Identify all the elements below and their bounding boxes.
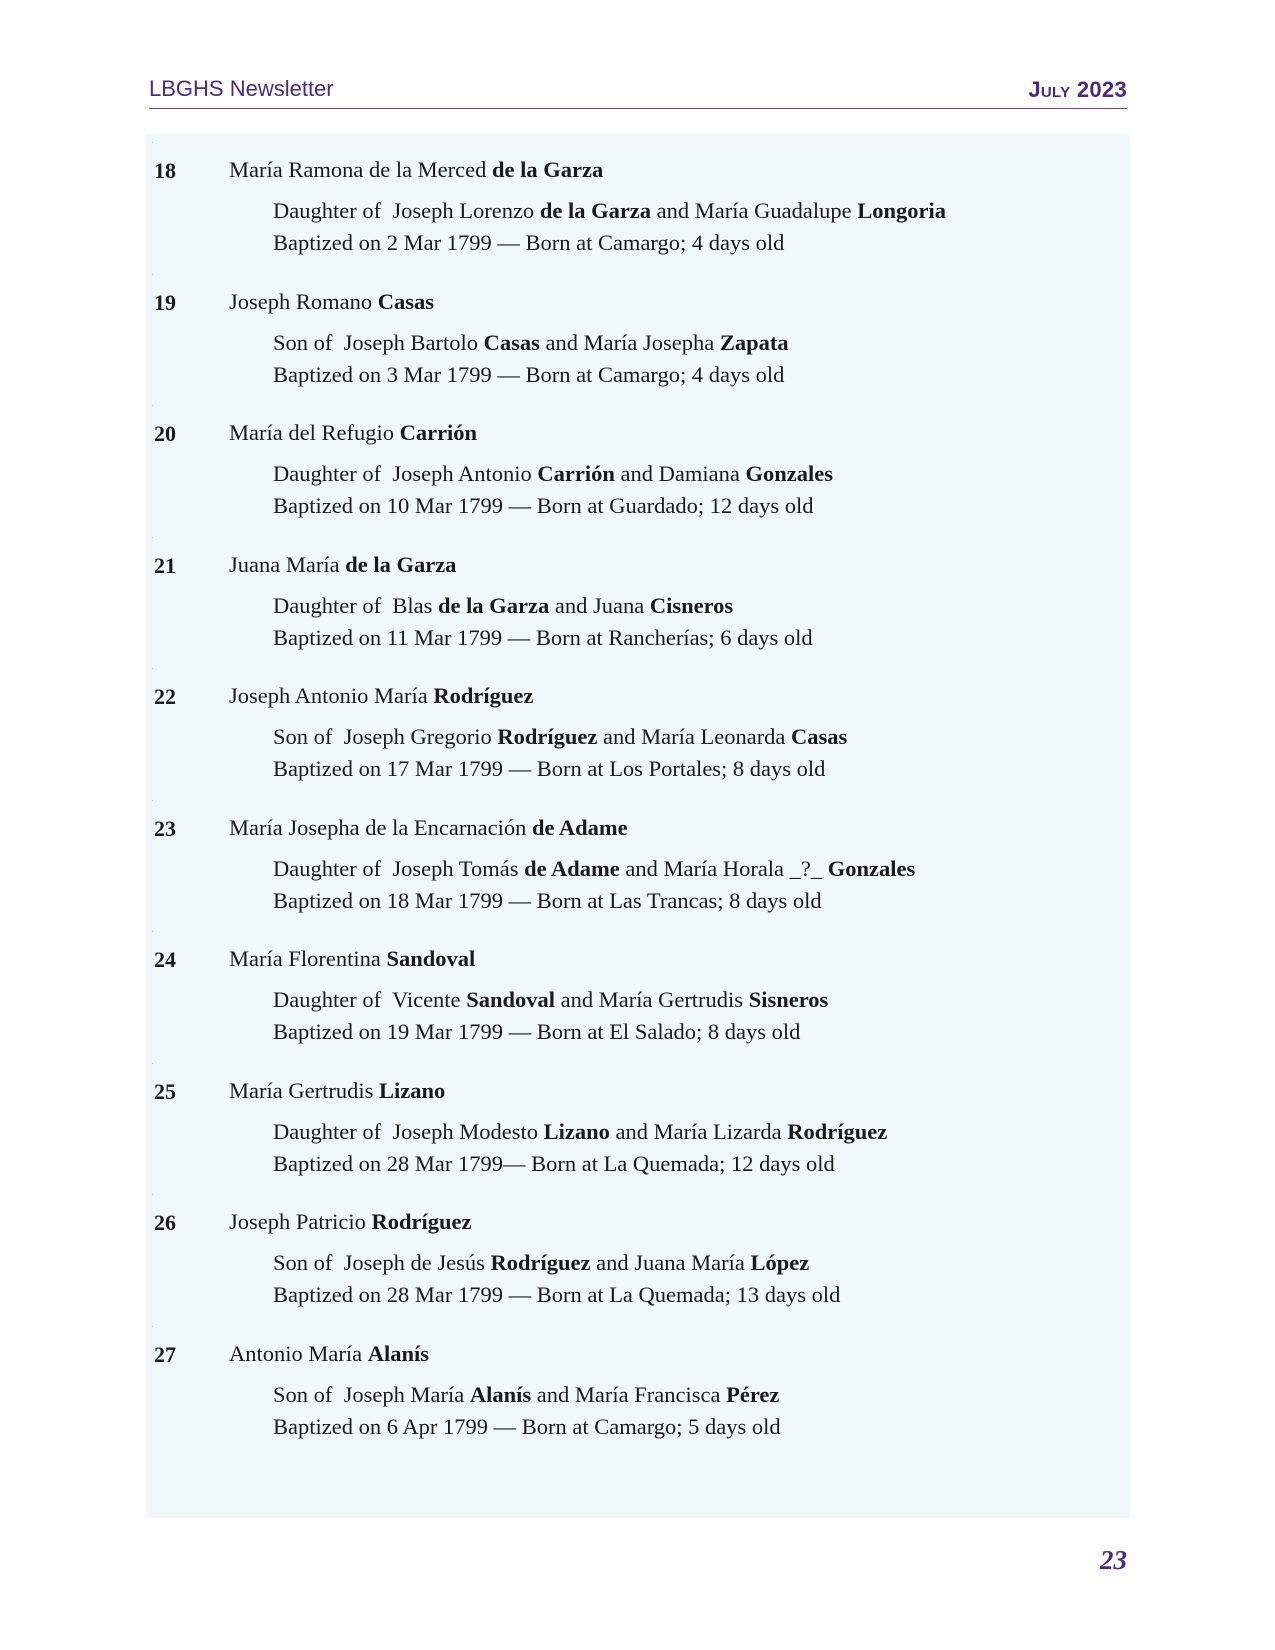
record-number: 23	[154, 816, 176, 841]
record-number: 21	[154, 553, 176, 578]
child-name	[229, 289, 434, 315]
baptism-record	[146, 1318, 1130, 1456]
parents-line	[273, 198, 946, 224]
child-given-name: María Florentina	[229, 946, 381, 971]
child-surname: de Adame	[532, 815, 628, 840]
father-surname: de la Garza	[539, 198, 652, 223]
conjunction: and	[603, 724, 636, 749]
conjunction: and	[554, 593, 588, 618]
parents-line	[273, 724, 847, 750]
child-given-name: Joseph Patricio	[229, 1209, 366, 1234]
issue-date: July 2023	[1028, 77, 1127, 102]
conjunction: and	[625, 856, 658, 881]
baptism-record	[146, 792, 1130, 930]
mother-given-name: María Gertrudis	[598, 987, 744, 1012]
mother-surname: Gonzales	[827, 856, 916, 881]
father-given-name: Joseph Lorenzo	[392, 198, 535, 223]
child-given-name: María del Refugio	[229, 420, 394, 445]
entry-separator-dot: .	[152, 1060, 154, 1066]
child-name	[229, 157, 603, 183]
child-given-name: Juana María	[229, 552, 340, 577]
relation: Daughter of	[273, 461, 382, 486]
baptism-record	[146, 1186, 1130, 1324]
mother-given-name: María Lizarda	[653, 1119, 782, 1144]
father-given-name: Joseph Tomás	[392, 856, 519, 881]
child-surname: Sandoval	[386, 946, 476, 971]
mother-given-name: María Josepha	[583, 330, 715, 355]
father-surname: Sandoval	[466, 987, 555, 1012]
child-surname: Rodríguez	[371, 1209, 472, 1234]
father-given-name: Joseph Bartolo	[343, 330, 479, 355]
child-surname: Rodríguez	[433, 683, 534, 708]
conjunction: and	[545, 330, 579, 355]
father-given-name: Joseph María	[343, 1382, 465, 1407]
entry-separator-dot: .	[152, 402, 154, 408]
conjunction: and	[596, 1250, 629, 1275]
child-surname: Alanís	[367, 1341, 430, 1366]
relation: Daughter of	[273, 198, 382, 223]
child-name	[229, 815, 628, 841]
parents-line	[273, 330, 789, 356]
parents-line	[273, 987, 828, 1013]
parents-line	[273, 461, 833, 487]
baptism-details: Baptized on 2 Mar 1799 — Born at Camargo; 4 days old	[273, 230, 785, 255]
baptism-record	[146, 397, 1130, 535]
entry-separator-dot: .	[152, 928, 154, 934]
mother-surname: López	[750, 1250, 810, 1275]
child-surname: Carrión	[399, 420, 478, 445]
mother-given-name: María Horala _?_	[663, 856, 823, 881]
child-surname: de la Garza	[345, 552, 457, 577]
page-header	[149, 70, 1127, 109]
page-number: 23	[1100, 1545, 1127, 1575]
baptism-record	[146, 1055, 1130, 1193]
newsletter-title: LBGHS Newsletter	[149, 76, 334, 101]
father-given-name: Joseph Gregorio	[343, 724, 492, 749]
child-name	[229, 1209, 471, 1235]
father-given-name: Blas	[392, 593, 433, 618]
baptism-details: Baptized on 17 Mar 1799 — Born at Los Portales; 8 days old	[273, 756, 826, 781]
mother-surname: Zapata	[719, 330, 789, 355]
record-number: 24	[154, 947, 176, 972]
child-given-name: Antonio María	[229, 1341, 363, 1366]
parents-line	[273, 593, 733, 619]
child-given-name: María Josepha de la Encarnación	[229, 815, 527, 840]
father-given-name: Joseph Antonio	[392, 461, 532, 486]
record-number: 19	[154, 290, 176, 315]
relation: Daughter of	[273, 1119, 382, 1144]
father-surname: Rodríguez	[490, 1250, 591, 1275]
father-surname: Alanís	[469, 1382, 532, 1407]
entry-separator-dot: .	[152, 1191, 154, 1197]
mother-given-name: Juana María	[634, 1250, 745, 1275]
record-number: 18	[154, 158, 176, 183]
child-name	[229, 946, 475, 972]
child-name	[229, 683, 533, 709]
conjunction: and	[560, 987, 594, 1012]
baptism-details: Baptized on 19 Mar 1799 — Born at El Salado; 8 days old	[273, 1019, 801, 1044]
record-number: 27	[154, 1342, 176, 1367]
child-name	[229, 1341, 429, 1367]
child-given-name: María Ramona de la Merced	[229, 157, 487, 182]
parents-line	[273, 1250, 809, 1276]
child-surname: de la Garza	[492, 157, 604, 182]
baptism-details: Baptized on 28 Mar 1799— Born at La Quemada; 12 days old	[273, 1151, 835, 1176]
father-surname: Carrión	[537, 461, 615, 486]
baptism-details: Baptized on 10 Mar 1799 — Born at Guardado; 12 days old	[273, 493, 814, 518]
record-number: 25	[154, 1079, 176, 1104]
conjunction: and	[536, 1382, 570, 1407]
baptism-record	[146, 134, 1130, 272]
parents-line	[273, 856, 915, 882]
father-surname: Lizano	[543, 1119, 610, 1144]
conjunction: and	[656, 198, 690, 223]
mother-surname: Longoria	[857, 198, 946, 223]
baptism-record	[146, 923, 1130, 1061]
child-surname: Casas	[377, 289, 435, 314]
entry-separator-dot: .	[152, 797, 154, 803]
baptism-record	[146, 529, 1130, 667]
mother-given-name: María Leonarda	[641, 724, 786, 749]
mother-given-name: Damiana	[658, 461, 740, 486]
father-surname: de la Garza	[437, 593, 550, 618]
baptism-details: Baptized on 11 Mar 1799 — Born at Rancherías; 6 days old	[273, 625, 813, 650]
child-name	[229, 1078, 445, 1104]
conjunction: and	[615, 1119, 648, 1144]
conjunction: and	[620, 461, 653, 486]
baptism-details: Baptized on 28 Mar 1799 — Born at La Quemada; 13 days old	[273, 1282, 841, 1307]
record-number: 26	[154, 1210, 176, 1235]
entry-separator-dot: .	[152, 1323, 154, 1329]
father-surname: Rodríguez	[497, 724, 598, 749]
child-name	[229, 420, 477, 446]
relation: Son of	[273, 330, 333, 355]
relation: Daughter of	[273, 856, 382, 881]
father-surname: Casas	[483, 330, 540, 355]
baptism-records-panel	[146, 134, 1130, 1518]
baptism-record	[146, 660, 1130, 798]
father-given-name: Joseph de Jesús	[343, 1250, 485, 1275]
entry-separator-dot: .	[152, 665, 154, 671]
parents-line	[273, 1382, 779, 1408]
baptism-record	[146, 266, 1130, 404]
mother-surname: Casas	[791, 724, 848, 749]
baptism-details: Baptized on 3 Mar 1799 — Born at Camargo; 4 days old	[273, 362, 785, 387]
entry-separator-dot: .	[152, 139, 154, 145]
parents-line	[273, 1119, 887, 1145]
mother-surname: Rodríguez	[787, 1119, 888, 1144]
baptism-details: Baptized on 18 Mar 1799 — Born at Las Trancas; 8 days old	[273, 888, 822, 913]
baptism-details: Baptized on 6 Apr 1799 — Born at Camargo; 5 days old	[273, 1414, 781, 1439]
relation: Son of	[273, 724, 333, 749]
mother-surname: Pérez	[726, 1382, 780, 1407]
father-surname: de Adame	[524, 856, 620, 881]
mother-surname: Sisneros	[748, 987, 829, 1012]
child-given-name: María Gertrudis	[229, 1078, 374, 1103]
record-number: 22	[154, 684, 176, 709]
child-given-name: Joseph Romano	[229, 289, 373, 314]
record-number: 20	[154, 421, 176, 446]
child-given-name: Joseph Antonio María	[229, 683, 428, 708]
child-name	[229, 552, 456, 578]
relation: Son of	[273, 1250, 333, 1275]
mother-surname: Gonzales	[745, 461, 833, 486]
relation: Daughter of	[273, 593, 382, 618]
father-given-name: Vicente	[391, 987, 461, 1012]
mother-surname: Cisneros	[649, 593, 734, 618]
mother-given-name: Juana	[592, 593, 645, 618]
relation: Daughter of	[273, 987, 382, 1012]
mother-given-name: María Guadalupe	[694, 198, 852, 223]
mother-given-name: María Francisca	[574, 1382, 721, 1407]
father-given-name: Joseph Modesto	[392, 1119, 538, 1144]
entry-separator-dot: .	[152, 534, 154, 540]
entry-separator-dot: .	[152, 271, 154, 277]
relation: Son of	[273, 1382, 333, 1407]
child-surname: Lizano	[378, 1078, 446, 1103]
